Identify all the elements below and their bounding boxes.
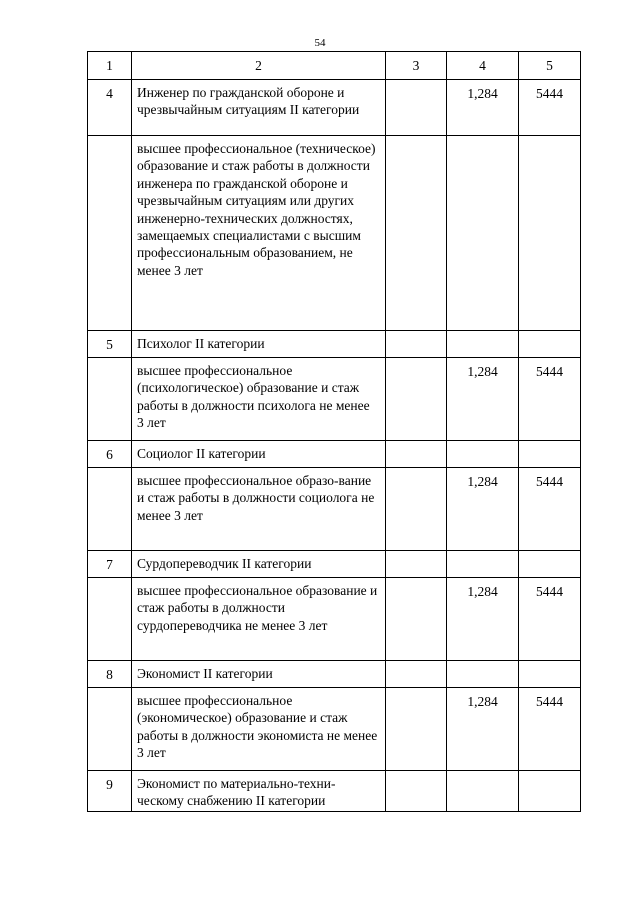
row-coefficient: 1,284 (447, 688, 519, 771)
header-cell-5: 5 (519, 52, 581, 80)
row-col3 (386, 441, 447, 468)
row-number (88, 358, 132, 441)
row-description: Экономист II категории (132, 661, 386, 688)
table-row (88, 331, 581, 358)
row-col3 (386, 331, 447, 358)
row-salary: 5444 (519, 578, 581, 661)
row-col3 (386, 358, 447, 441)
table-row (88, 358, 581, 441)
row-col3 (386, 136, 447, 331)
row-description: Сурдопереводчик II категории (132, 551, 386, 578)
row-description: Психолог II категории (132, 331, 386, 358)
row-description: высшее профессиональное образо-вание и стаж работы в должности социолога не менее 3 лет (132, 468, 386, 551)
row-salary: 5444 (519, 468, 581, 551)
row-coefficient (447, 551, 519, 578)
row-salary (519, 771, 581, 812)
table-row (88, 551, 581, 578)
row-salary (519, 441, 581, 468)
row-number: 5 (88, 331, 132, 358)
row-coefficient: 1,284 (447, 468, 519, 551)
row-description: высшее профессиональное (психологическое) образование и стаж работы в должности психолога не менее 3 лет (132, 358, 386, 441)
row-description: высшее профессиональное образование и стаж работы в должности сурдопереводчика не менее 3 лет (132, 578, 386, 661)
row-salary (519, 661, 581, 688)
row-col3 (386, 468, 447, 551)
row-salary: 5444 (519, 80, 581, 136)
row-number (88, 136, 132, 331)
row-salary (519, 551, 581, 578)
salary-table (87, 51, 581, 812)
header-cell-1: 1 (88, 52, 132, 80)
row-description: высшее профессиональное (экономическое) образование и стаж работы в должности экономиста не менее 3 лет (132, 688, 386, 771)
row-number (88, 688, 132, 771)
row-col3 (386, 551, 447, 578)
table-row (88, 441, 581, 468)
row-number (88, 468, 132, 551)
row-coefficient (447, 661, 519, 688)
row-number (88, 578, 132, 661)
row-number: 7 (88, 551, 132, 578)
row-number: 4 (88, 80, 132, 136)
table-row (88, 661, 581, 688)
table-header-row (88, 52, 581, 80)
row-col3 (386, 771, 447, 812)
table-row (88, 771, 581, 812)
row-salary: 5444 (519, 688, 581, 771)
table-row (88, 80, 581, 136)
row-number: 6 (88, 441, 132, 468)
header-cell-2: 2 (132, 52, 386, 80)
row-coefficient (447, 771, 519, 812)
row-salary (519, 331, 581, 358)
table-row (88, 578, 581, 661)
row-coefficient (447, 441, 519, 468)
row-number: 8 (88, 661, 132, 688)
row-coefficient: 1,284 (447, 578, 519, 661)
header-cell-4: 4 (447, 52, 519, 80)
row-description: Социолог II категории (132, 441, 386, 468)
row-coefficient: 1,284 (447, 358, 519, 441)
table-row (88, 688, 581, 771)
table-row (88, 136, 581, 331)
header-cell-3: 3 (386, 52, 447, 80)
row-description: Экономист по материально-техни-ческому снабжению II категории (132, 771, 386, 812)
row-col3 (386, 80, 447, 136)
row-description: Инженер по гражданской обороне и чрезвычайным ситуациям II категории (132, 80, 386, 136)
page-number: 54 (314, 37, 326, 49)
row-coefficient (447, 331, 519, 358)
row-col3 (386, 578, 447, 661)
row-coefficient (447, 136, 519, 331)
row-salary: 5444 (519, 358, 581, 441)
row-coefficient: 1,284 (447, 80, 519, 136)
table-row (88, 468, 581, 551)
row-description: высшее профессиональное (техническое) образование и стаж работы в должности инженера по гражданской обороне и чрезвычайным ситуациям или других инженерно-технических должностях, замещаемых специалистами с высшим профессиональным образованием, не менее 3 лет (132, 136, 386, 331)
row-salary (519, 136, 581, 331)
row-col3 (386, 688, 447, 771)
row-number: 9 (88, 771, 132, 812)
row-col3 (386, 661, 447, 688)
